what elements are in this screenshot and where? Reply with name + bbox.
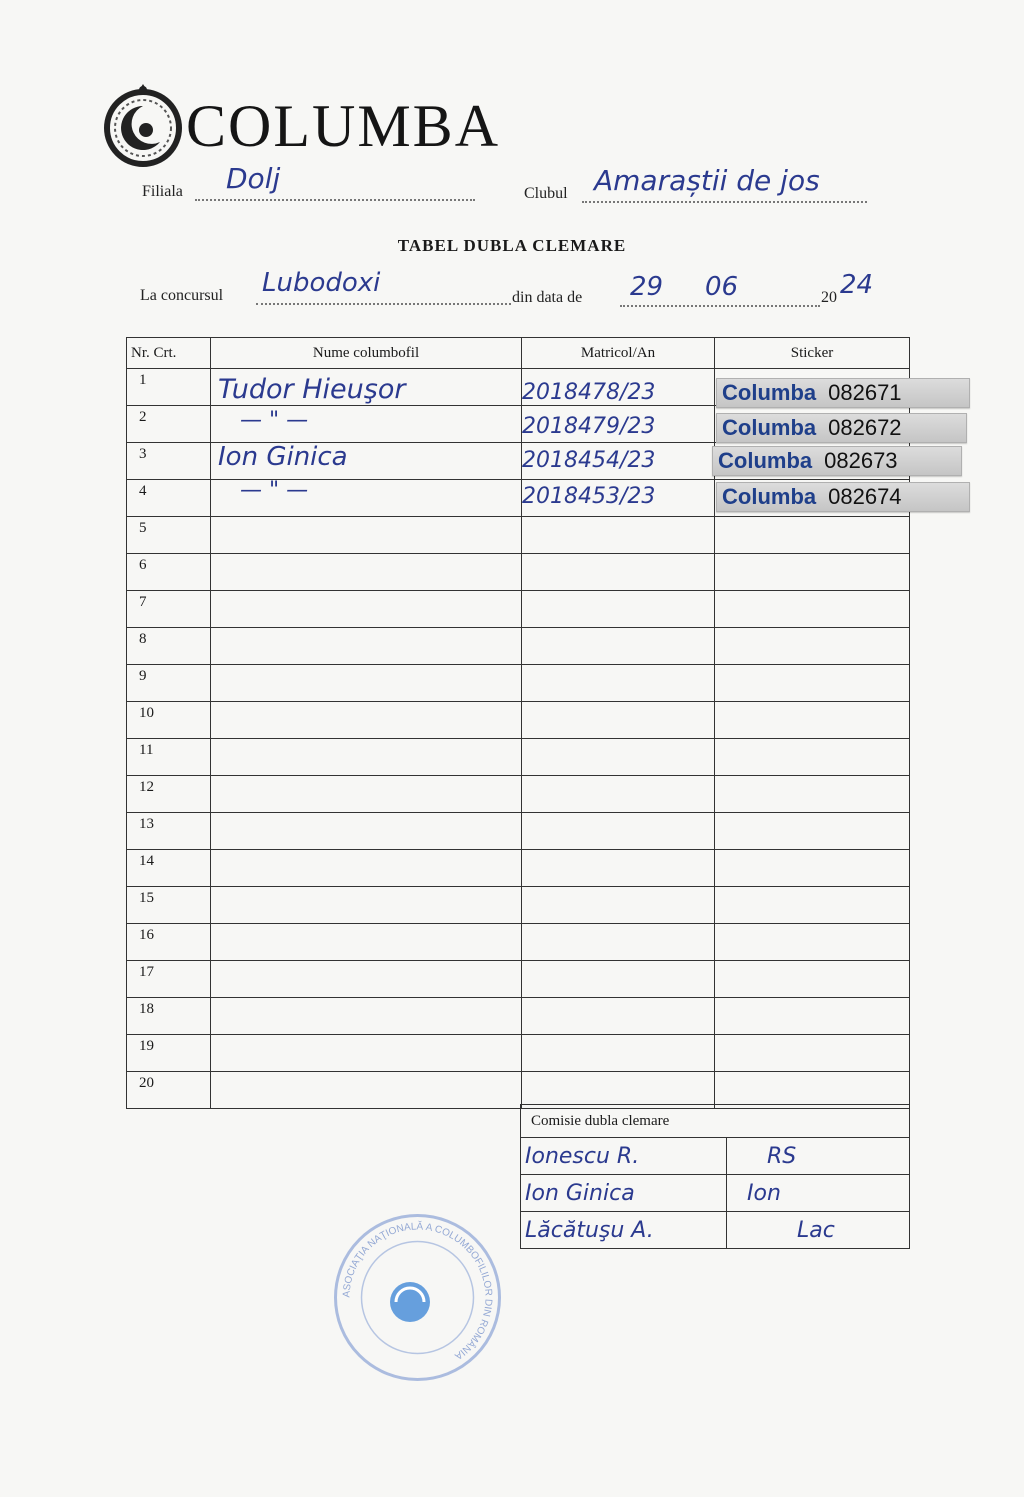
row-nr: 15	[127, 887, 211, 924]
stamp-text: ASOCIAŢIA NAŢIONALĂ A COLUMBOFILILOR DIN ROMÂNIA	[341, 1221, 494, 1362]
row2-name: — " —	[240, 408, 309, 433]
row-matricol-cell	[522, 961, 715, 998]
row-name-cell	[211, 702, 522, 739]
row-nr: 5	[127, 517, 211, 554]
col-header-name: Nume columbofil	[211, 338, 522, 369]
row3-name: Ion Ginica	[218, 442, 348, 472]
club-label: Clubul	[524, 185, 568, 202]
row3-matricol: 2018454/23	[522, 448, 656, 473]
row-name-cell	[211, 628, 522, 665]
row-sticker-cell	[715, 998, 910, 1035]
contest-dotted-line	[256, 303, 511, 305]
row-name-cell	[211, 665, 522, 702]
row-matricol-cell	[522, 517, 715, 554]
commission-title: Comisie dubla clemare	[521, 1105, 910, 1138]
row-name-cell	[211, 887, 522, 924]
row-sticker-cell	[715, 850, 910, 887]
row1-name: Tudor Hieuşor	[218, 374, 406, 405]
row-nr: 8	[127, 628, 211, 665]
sticker-code: 082674	[828, 484, 902, 509]
row-sticker-cell	[715, 1035, 910, 1072]
commission-member-signature: RS	[767, 1143, 797, 1169]
row-sticker-cell	[715, 924, 910, 961]
sticker-brand: Columba	[722, 380, 817, 405]
table-row	[127, 1035, 910, 1072]
row-matricol-cell	[522, 924, 715, 961]
club-dotted-line	[582, 201, 867, 203]
row-name-cell	[211, 924, 522, 961]
row-matricol-cell	[522, 1072, 715, 1109]
table-row	[127, 702, 910, 739]
col-header-matricol: Matricol/An	[522, 338, 715, 369]
col-header-nr: Nr. Crt.	[127, 338, 211, 369]
date-month: 06	[705, 272, 739, 302]
row-nr: 12	[127, 776, 211, 813]
brand-title: COLUMBA	[186, 93, 501, 159]
document-title: TABEL DUBLA CLEMARE	[397, 236, 627, 255]
table-row	[127, 739, 910, 776]
row1-matricol: 2018478/23	[522, 380, 656, 405]
table-row	[127, 665, 910, 702]
row2-matricol: 2018479/23	[522, 414, 656, 439]
sticker-code: 082671	[828, 380, 902, 405]
row-sticker-cell	[715, 665, 910, 702]
table-row	[127, 1072, 910, 1109]
table-row	[127, 517, 910, 554]
row-name-cell	[211, 517, 522, 554]
commission-row	[521, 1212, 910, 1249]
row3-sticker	[712, 446, 962, 476]
table-row	[127, 850, 910, 887]
row-sticker-cell	[715, 813, 910, 850]
row-sticker-cell	[715, 887, 910, 924]
commission-member-signature: Lac	[797, 1217, 835, 1243]
row-sticker-cell	[715, 776, 910, 813]
row-matricol-cell	[522, 628, 715, 665]
table-header-row	[127, 338, 910, 369]
commission-member-name: Lăcătuşu A.	[525, 1217, 654, 1243]
row-sticker-cell	[715, 1072, 910, 1109]
row-nr: 1	[127, 369, 211, 406]
row-nr: 20	[127, 1072, 211, 1109]
row4-matricol: 2018453/23	[522, 484, 656, 509]
row-name-cell	[211, 850, 522, 887]
sticker-brand: Columba	[722, 415, 817, 440]
row-nr: 17	[127, 961, 211, 998]
row-sticker-cell	[715, 591, 910, 628]
row-nr: 16	[127, 924, 211, 961]
table-row	[127, 887, 910, 924]
row-nr: 6	[127, 554, 211, 591]
row-matricol-cell	[522, 739, 715, 776]
date-label: din data de	[512, 289, 583, 306]
row-name-cell	[211, 739, 522, 776]
row-sticker-cell	[715, 554, 910, 591]
commission-member-name: Ionescu R.	[525, 1143, 640, 1169]
row-matricol-cell	[522, 887, 715, 924]
date-day: 29	[630, 272, 664, 302]
sticker-code: 082672	[828, 415, 902, 440]
row2-sticker	[716, 413, 967, 443]
row1-sticker	[716, 378, 970, 408]
row-nr: 10	[127, 702, 211, 739]
row-matricol-cell	[522, 554, 715, 591]
commission-member-signature: Ion	[747, 1180, 781, 1206]
table-row	[127, 591, 910, 628]
branch-label: Filiala	[142, 183, 183, 200]
row-name-cell	[211, 776, 522, 813]
row-matricol-cell	[522, 591, 715, 628]
row-nr: 7	[127, 591, 211, 628]
row-nr: 3	[127, 443, 211, 480]
row-name-cell	[211, 554, 522, 591]
columba-logo-icon	[98, 78, 188, 168]
table-row	[127, 924, 910, 961]
row-name-cell	[211, 1035, 522, 1072]
row-matricol-cell	[522, 665, 715, 702]
table-row	[127, 998, 910, 1035]
commission-table	[520, 1104, 910, 1249]
row-sticker-cell	[715, 961, 910, 998]
row-nr: 18	[127, 998, 211, 1035]
commission-row	[521, 1138, 910, 1175]
row-nr: 2	[127, 406, 211, 443]
row-sticker-cell	[715, 628, 910, 665]
contest-label: La concursul	[140, 287, 224, 304]
row-name-cell	[211, 1072, 522, 1109]
date-dotted-line	[620, 305, 820, 307]
row-matricol-cell	[522, 1035, 715, 1072]
branch-value: Dolj	[226, 162, 281, 195]
sticker-code: 082673	[824, 448, 898, 473]
row-name-cell	[211, 961, 522, 998]
row4-name: — " —	[240, 478, 309, 503]
date-year-prefix: 20	[821, 289, 837, 306]
official-stamp-icon	[330, 1210, 505, 1385]
commission-row	[521, 1175, 910, 1212]
row-nr: 9	[127, 665, 211, 702]
row-matricol-cell	[522, 776, 715, 813]
table-row	[127, 554, 910, 591]
table-row	[127, 961, 910, 998]
date-year-suffix: 24	[840, 270, 874, 300]
row4-sticker	[716, 482, 970, 512]
row-nr: 13	[127, 813, 211, 850]
row-nr: 11	[127, 739, 211, 776]
row-name-cell	[211, 998, 522, 1035]
row-sticker-cell	[715, 739, 910, 776]
col-header-sticker: Sticker	[715, 338, 910, 369]
sticker-brand: Columba	[722, 484, 817, 509]
commission-member-name: Ion Ginica	[525, 1180, 635, 1206]
table-row	[127, 813, 910, 850]
contest-value: Lubodoxi	[262, 268, 381, 298]
sticker-brand: Columba	[718, 448, 813, 473]
row-name-cell	[211, 813, 522, 850]
row-sticker-cell	[715, 702, 910, 739]
club-value: Amaraștii de jos	[594, 164, 820, 197]
branch-dotted-line	[195, 199, 475, 201]
row-nr: 4	[127, 480, 211, 517]
row-nr: 19	[127, 1035, 211, 1072]
table-row	[127, 776, 910, 813]
row-name-cell	[211, 591, 522, 628]
table-row	[127, 628, 910, 665]
row-matricol-cell	[522, 850, 715, 887]
row-matricol-cell	[522, 702, 715, 739]
row-sticker-cell	[715, 517, 910, 554]
row-nr: 14	[127, 850, 211, 887]
row-matricol-cell	[522, 998, 715, 1035]
row-matricol-cell	[522, 813, 715, 850]
